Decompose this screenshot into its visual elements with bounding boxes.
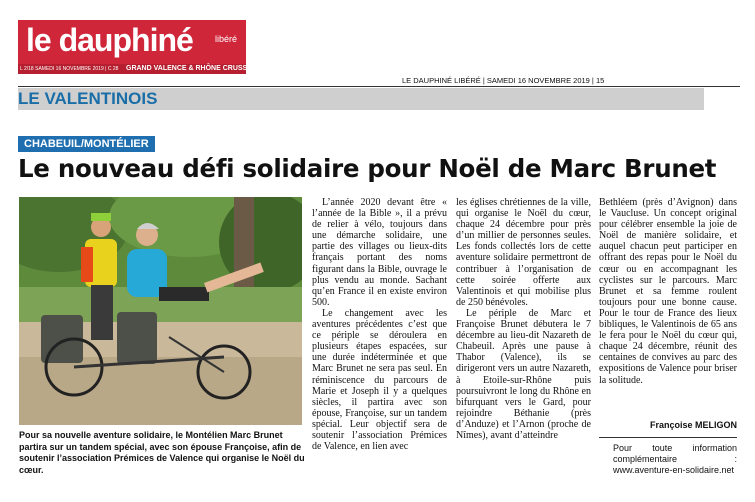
article-column-1 (312, 197, 447, 452)
article-kicker: CHABEUIL/MONTÉLIER (18, 136, 155, 152)
article-column-2 (456, 197, 591, 441)
masthead-date-code: L 2/18 SAMEDI 16 NOVEMBRE 2019 | C 28 (20, 66, 119, 72)
paragraph: les églises chrétiennes de la ville, qui organise le Noël du cœur, chaque 24 décembre pour près d’un millier de personnes seules. Les fonds collectés lors de cette aventure solidaire permettront de contribuer à l’organisation de cette soirée offerte aux Valentinois et qui mobilise plus de 250 bénévoles. (456, 197, 591, 308)
paragraph: Le périple de Marc et Françoise Brunet débutera le 7 décembre au lieu-dit Nazareth de Chabeuil. Après une pause à Thabor (Valence), ils se dirigeront vers un autre Nazareth, à Etoile-sur-Rhône puis poursuivront le long du Rhône en bifurquant vers le Gard, pour rejoindre Béthanie (près d’Anduze) et l’Arnon (proche de Nîmes), avant d’atteindre (456, 307, 591, 441)
paragraph: Le changement avec les aventures précédentes c’est que ce périple se déroulera en plusieurs étapes espacées, sur une durée indéterminée et que Marc Brunet ne sera pas seul. En réminiscence du parcours de Marie et Joseph il y a quelques siècles, il partira avec son épouse, Françoise, sur un tandem spécial. Leur objectif sera de soutenir l’association Prémices de Valence, en lien avec (312, 307, 447, 453)
article-column-3 (599, 197, 737, 386)
header-rule (18, 86, 740, 87)
page-folio: LE DAUPHINÉ LIBÉRÉ | SAMEDI 16 NOVEMBRE 2019 | 15 (402, 76, 605, 85)
article-photo (19, 197, 302, 425)
paragraph: Bethléem (près d’Avignon) dans le Vaucluse. Un concept original pour célébrer ensemble la joie de Noël de manière solidaire, et auquel chacun peut participer en offrant des repas pour le Noël du cœur ou en accompagnant les cyclistes sur le parcours. Marc Brunet et sa femme roulent toujours pour une bonne cause. Pour le tour de France des lieux bibliques, le Valentinois de 65 ans le fera pour le Noël du cœur qui, chaque 24 décembre, réunit des centaines de convives au parc des expositions de Valence pour briser la solitude. (599, 197, 737, 386)
info-rule (599, 437, 737, 438)
masthead-subtitle: libéré (215, 34, 238, 44)
masthead-title: le dauphiné (26, 22, 193, 58)
article-signature: Françoise MELIGON (649, 420, 737, 430)
info-box: Pour toute information complémentaire : www.aventure-en-solidaire.net (613, 443, 737, 475)
masthead-edition: GRAND VALENCE & RHÔNE CRUSSOL (126, 65, 257, 72)
paragraph: L’année 2020 devant être « l’année de la Bible », il a prévu de relier à vélo, toujours dans une démarche solidaire, une partie des villages ou lieux-dits français portant des noms figurant dans la Bible, ouvrage le plus vendu au monde. Sachant qu’en France il en existe environ 500. (312, 197, 447, 308)
section-title: LE VALENTINOIS (18, 89, 158, 108)
photo-caption: Pour sa nouvelle aventure solidaire, le Montélien Marc Brunet partira sur un tandem spécial, avec son épouse Françoise, afin de soutenir l’association Prémices de Valence qui organise le Noël du cœur. (19, 430, 305, 475)
article-headline: Le nouveau défi solidaire pour Noël de Marc Brunet (18, 154, 717, 183)
